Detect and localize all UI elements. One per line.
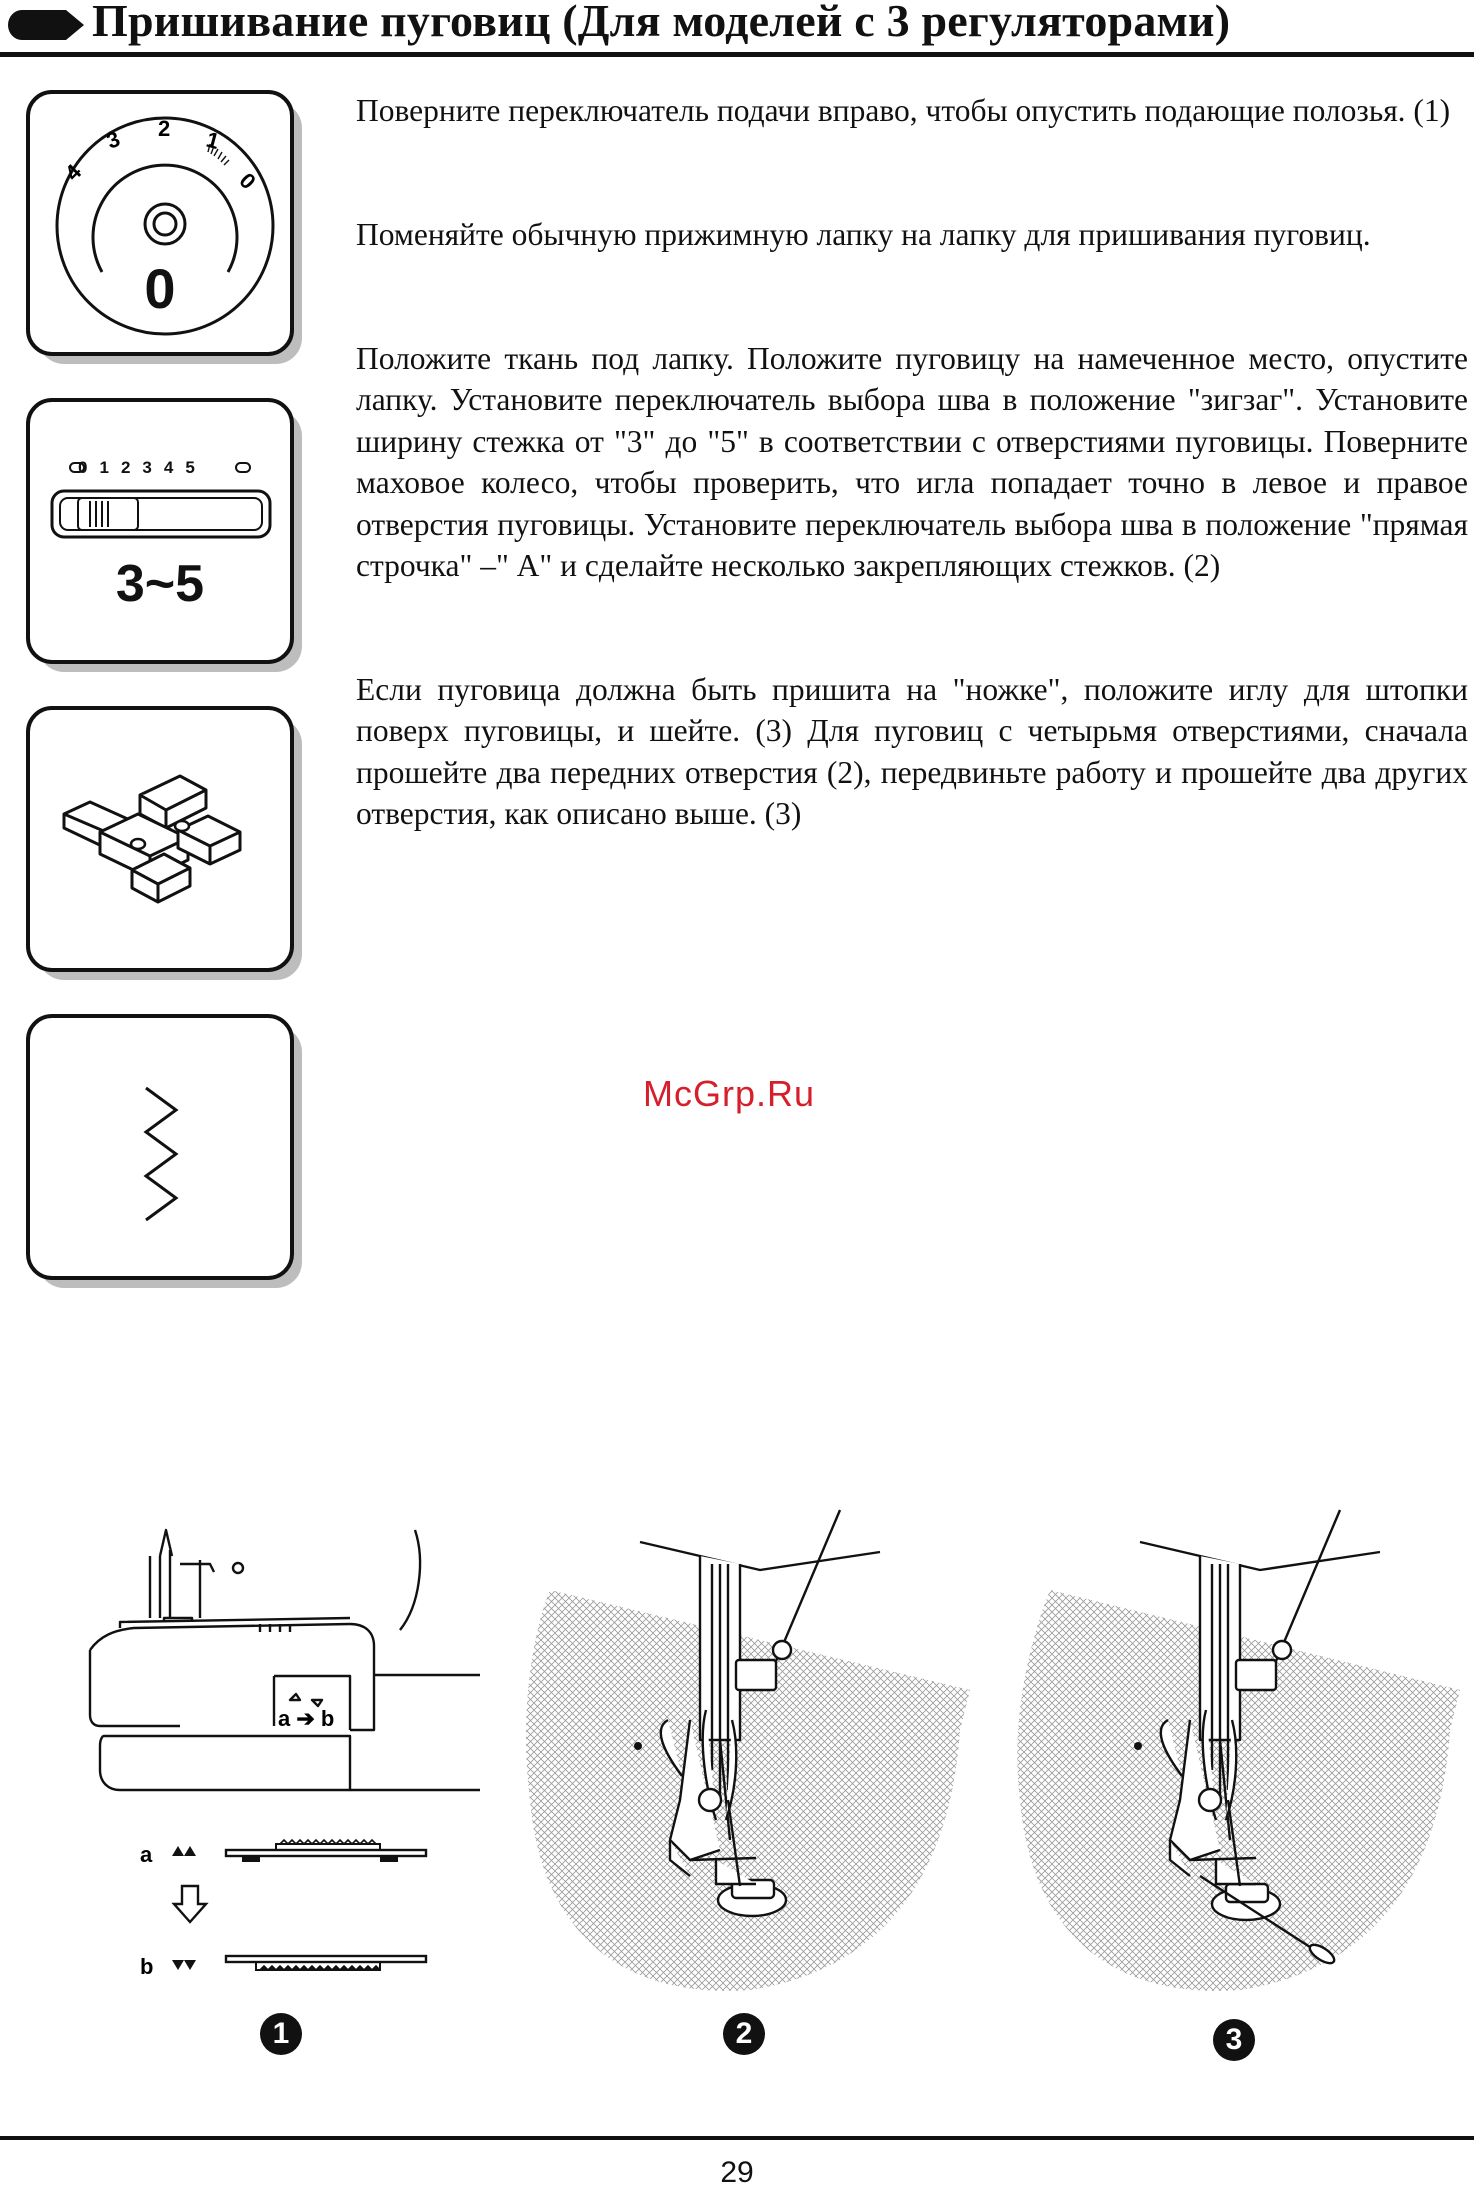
instruction-paragraph-1: Поверните переключатель подачи вправо, чтобы опустить подающие полозья. (1) (356, 93, 1451, 128)
svg-text:a ➔ b: a ➔ b (278, 1706, 335, 1731)
stitch-width-value: 3~5 (115, 555, 205, 613)
instruction-paragraph-3: Положите ткань под лапку. Положите пуговицу на намеченное место, опустите лапку. Установите переключатель выбора шва в положение "зигзаг". Установите ширину стежка от "3" до "5" в соответствии с отверстиями пуговицы. Поверните маховое колесо, чтобы проверить, что игла попадает точно в левое и правое отверстия пуговицы. Установите переключатель выбора шва в положение "прямая строчка" –" A" и сделайте несколько закрепляющих стежков. (2) (356, 341, 1468, 584)
svg-text:2: 2 (158, 116, 171, 141)
figure-2 (520, 1500, 970, 2060)
figure-3 (1010, 1500, 1474, 2060)
section-marker-icon (8, 10, 84, 40)
stitch-pattern-panel (26, 1014, 294, 1280)
svg-text:4: 4 (59, 159, 87, 186)
figure-1 (80, 1500, 480, 2060)
instruction-paragraph-2: Поменяйте обычную прижимную лапку на лапку для пришивания пуговиц. (356, 217, 1371, 252)
stitch-width-panel (26, 398, 294, 664)
svg-text:a: a (140, 1842, 153, 1867)
button-sewing-foot-icon (30, 710, 290, 968)
page-number: 29 (720, 2156, 754, 2189)
zigzag-stitch-icon (30, 1018, 290, 1276)
stitch-length-dial-panel (26, 90, 294, 356)
figure-number-2: 2 (723, 2013, 765, 2055)
page-header (0, 0, 1474, 58)
watermark: McGrp.Ru (643, 1073, 816, 1114)
svg-text:b: b (140, 1954, 154, 1979)
instruction-paragraph-4: Если пуговица должна быть пришита на "ножке", положите иглу для штопки поверх пуговицы, и шейте. (3) Для пуговиц с четырьмя отверстиями, сначала прошейте два передних отверстия (2), передвиньте работу и прошейте два других отверстия, как описано выше. (3) (356, 672, 1468, 832)
svg-text:1: 1 (203, 126, 223, 155)
stitch-length-value: 0 (144, 257, 176, 320)
header-rule (0, 52, 1474, 57)
button-shank-sewing-illustration (1010, 1500, 1474, 2000)
page-title: Пришивание пуговиц (Для моделей с 3 регуляторами) (92, 0, 1231, 46)
stitch-width-scale: 0 1 2 3 4 5 (78, 458, 195, 477)
figure-number-1: 1 (260, 2013, 302, 2055)
svg-text:3: 3 (103, 126, 124, 154)
width-slider-icon (30, 402, 290, 660)
figure-number-3: 3 (1213, 2019, 1255, 2061)
svg-text:0: 0 (234, 167, 261, 195)
button-sewing-illustration (520, 1500, 970, 2000)
footer-rule (0, 2136, 1474, 2140)
presser-foot-panel (26, 706, 294, 972)
sewing-machine-feed-lever-illustration (80, 1500, 480, 2000)
